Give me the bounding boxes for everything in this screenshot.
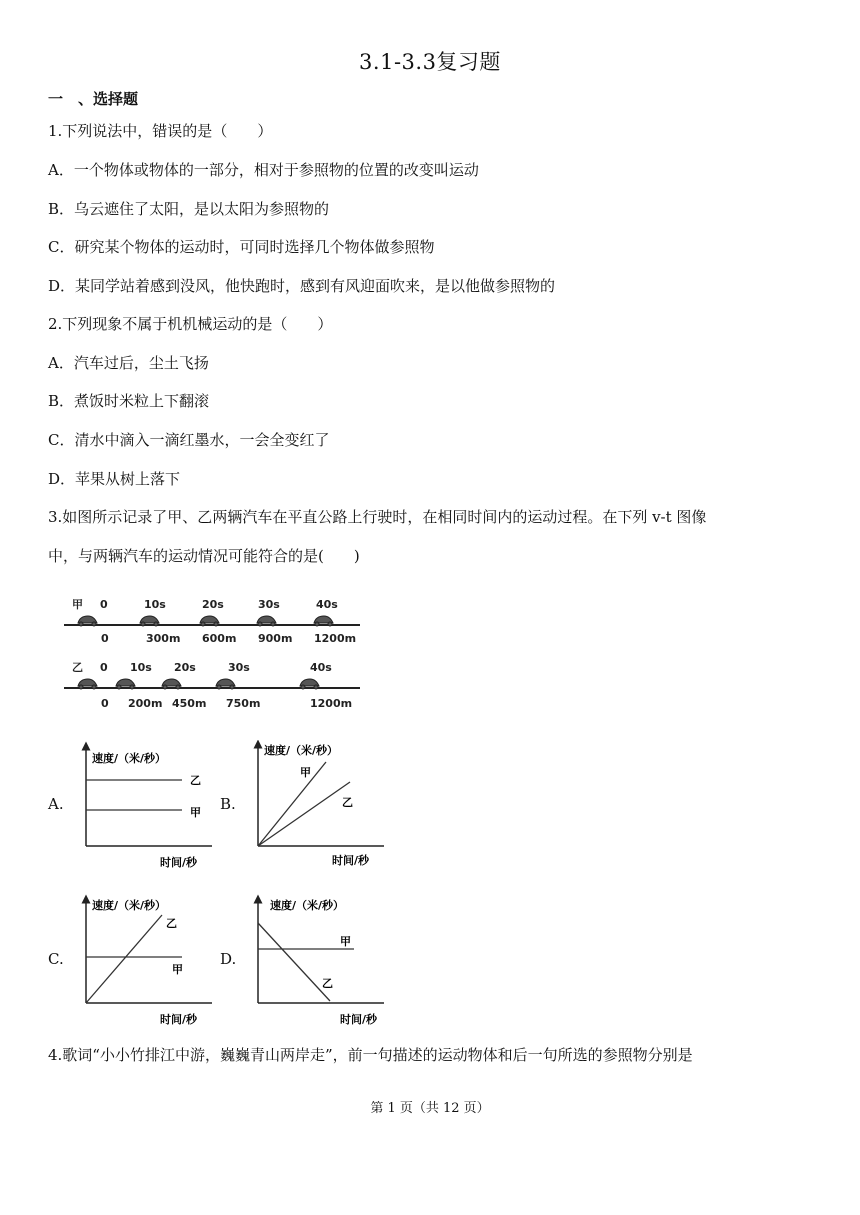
- graph-b-jia-line: [258, 762, 326, 846]
- vt-graph-c: [70, 893, 220, 1028]
- graph-b-xlabel: 时间/秒: [332, 854, 370, 867]
- graph-d-yi-label: 乙: [322, 977, 333, 990]
- jia-time-4: 40s: [316, 598, 338, 611]
- jia-time-2: 20s: [202, 598, 224, 611]
- yi-time-2: 20s: [174, 661, 196, 674]
- graph-d-ylabel: 速度/（米/秒）: [270, 899, 345, 912]
- road-jia-label: 甲: [72, 598, 83, 611]
- graph-b-yi-label: 乙: [342, 796, 353, 809]
- yi-time-4: 40s: [310, 661, 332, 674]
- graph-a-yi-label: 乙: [190, 774, 201, 787]
- page-title: 3.1-3.3复习题: [359, 50, 501, 74]
- graph-c-jia-label: 甲: [172, 963, 183, 976]
- jia-dist-4: 1200m: [314, 632, 357, 645]
- yi-dist-0: 0: [101, 697, 109, 710]
- road-motion-figure: [60, 594, 370, 716]
- jia-time-3: 30s: [258, 598, 280, 611]
- graph-option-b-label: B.: [220, 795, 236, 813]
- yi-time-1: 10s: [130, 661, 152, 674]
- yi-dist-3: 750m: [226, 697, 261, 710]
- jia-time-1: 10s: [144, 598, 166, 611]
- question-1-option-c: C．研究某个物体的运动时，可同时选择几个物体做参照物: [48, 238, 435, 256]
- question-1-option-a: A．一个物体或物体的一部分，相对于参照物的位置的改变叫运动: [48, 161, 479, 179]
- vt-graph-d: [242, 893, 392, 1028]
- graph-option-c-label: C.: [48, 950, 64, 968]
- graph-c-yi-label: 乙: [166, 917, 177, 930]
- graph-a-ylabel: 速度/（米/秒）: [92, 752, 167, 765]
- question-2-stem: 2.下列现象不属于机机械运动的是（ ）: [48, 315, 333, 333]
- yi-dist-4: 1200m: [310, 697, 353, 710]
- graph-c-xlabel: 时间/秒: [160, 1013, 198, 1026]
- graph-d-jia-label: 甲: [340, 935, 351, 948]
- road-yi-label: 乙: [72, 661, 83, 674]
- graph-a-xlabel: 时间/秒: [160, 856, 198, 869]
- question-1-option-b: B．乌云遮住了太阳，是以太阳为参照物的: [48, 200, 330, 218]
- jia-time-0: 0: [100, 598, 108, 611]
- question-2-option-c: C．清水中滴入一滴红墨水，一会全变红了: [48, 431, 330, 449]
- page-footer: 第 1 页（共 12 页）: [370, 1101, 490, 1116]
- graph-b-ylabel: 速度/（米/秒）: [264, 744, 339, 757]
- yi-time-0: 0: [100, 661, 108, 674]
- graph-c-yi-line: [86, 915, 162, 1003]
- vt-graph-b: [242, 740, 392, 870]
- graph-option-a-label: A.: [48, 795, 64, 813]
- graph-a-jia-label: 甲: [190, 806, 201, 819]
- yi-dist-2: 450m: [172, 697, 207, 710]
- yi-dist-1: 200m: [128, 697, 163, 710]
- question-2-option-a: A．汽车过后，尘土飞扬: [48, 354, 209, 372]
- jia-dist-2: 600m: [202, 632, 237, 645]
- graph-c-ylabel: 速度/（米/秒）: [92, 899, 167, 912]
- question-3-stem-line1: 3.如图所示记录了甲、乙两辆汽车在平直公路上行驶时，在相同时间内的运动过程。在下列 v-t 图像: [48, 508, 707, 526]
- jia-dist-1: 300m: [146, 632, 181, 645]
- question-4-stem: 4.歌词“小小竹排江中游，巍巍青山两岸走”，前一句描述的运动物体和后一句所选的参照物分别是: [48, 1046, 693, 1064]
- section-heading: 一 、选择题: [48, 90, 139, 108]
- jia-dist-3: 900m: [258, 632, 293, 645]
- question-2-option-d: D．苹果从树上落下: [48, 470, 181, 488]
- question-1-option-d: D．某同学站着感到没风，他快跑时，感到有风迎面吹来，是以他做参照物的: [48, 277, 556, 295]
- yi-time-3: 30s: [228, 661, 250, 674]
- graph-b-yi-line: [258, 782, 350, 846]
- vt-graph-a: [70, 740, 220, 870]
- graph-b-jia-label: 甲: [300, 766, 311, 779]
- question-2-option-b: B．煮饭时米粒上下翻滚: [48, 392, 210, 410]
- graph-d-yi-line: [258, 923, 330, 1001]
- graph-d-xlabel: 时间/秒: [340, 1013, 378, 1026]
- question-3-stem-line2: 中，与两辆汽车的运动情况可能符合的是( ): [48, 547, 360, 565]
- jia-dist-0: 0: [101, 632, 109, 645]
- question-1-stem: 1.下列说法中，错误的是（ ）: [48, 122, 273, 140]
- graph-option-d-label: D.: [220, 950, 237, 968]
